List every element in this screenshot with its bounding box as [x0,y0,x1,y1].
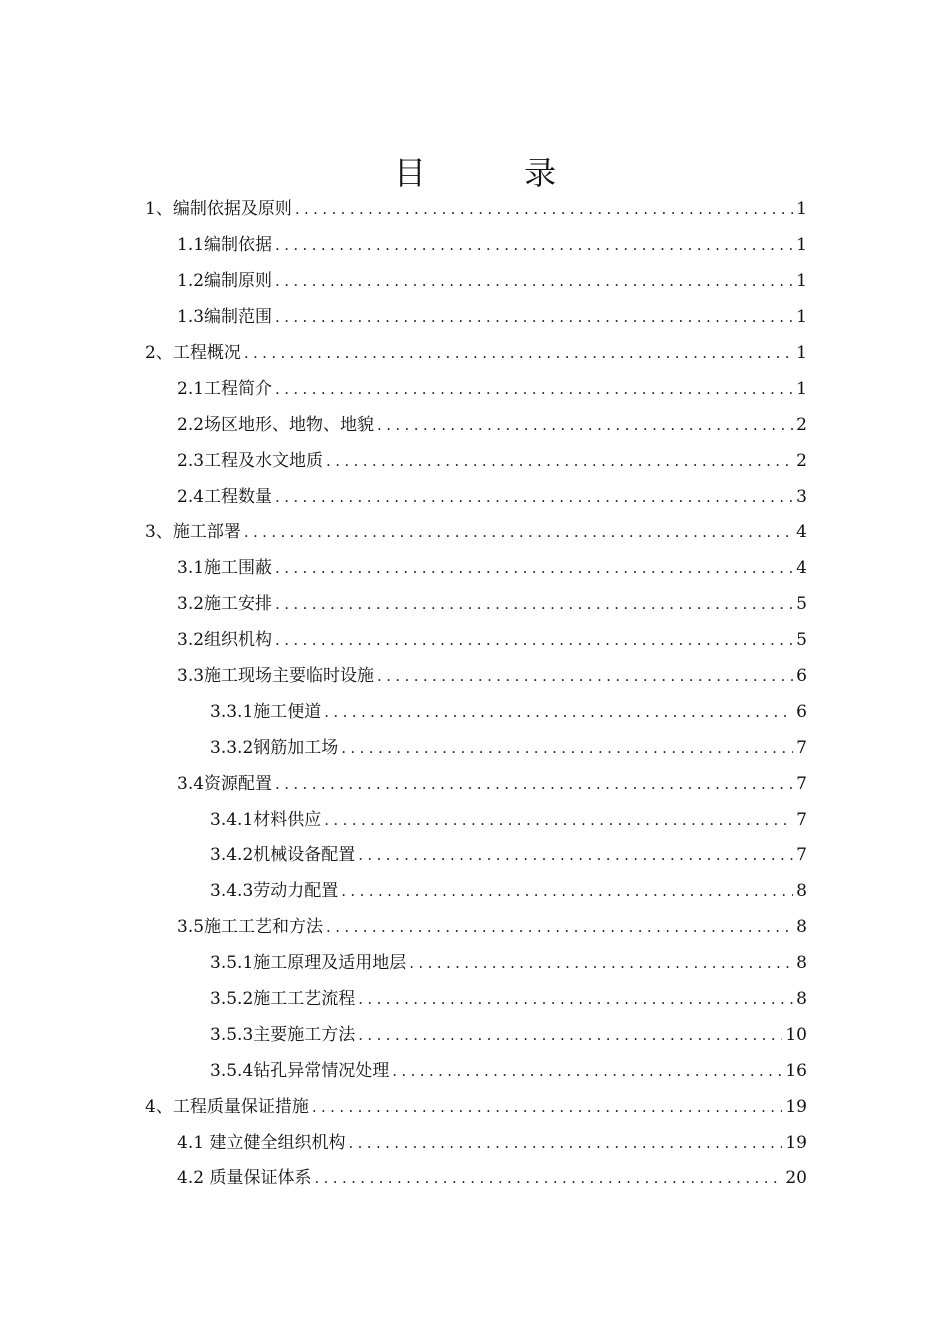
toc-link[interactable] [210,805,950,830]
toc-entry [0,368,950,404]
toc-entry [0,225,950,261]
toc-page-number: 1 [796,343,807,363]
toc-page-number: 6 [796,701,807,722]
toc-dot-leader [358,846,793,864]
toc-entry-title: 3.2组织机构 [177,630,273,651]
toc-dot-leader [244,523,793,541]
toc-dot-leader [275,488,793,506]
toc-entry-title: 1.2编制原则 [177,271,273,292]
toc-dot-leader [377,416,793,434]
toc-entry [0,763,950,799]
toc-entry-title: 3.3施工现场主要临时设施 [177,666,375,687]
toc-page-number: 4 [796,522,807,543]
toc-dot-leader [326,918,793,936]
toc-entry-title: 1、编制依据及原则 [145,199,292,220]
toc-entry-title: 3.3.1施工便道 [210,701,322,722]
toc-page-number: 7 [796,737,807,758]
toc-link[interactable] [177,266,950,291]
toc-dot-leader [244,344,793,362]
toc-dot-leader [324,703,793,721]
toc-page-number: 7 [796,773,807,794]
toc-entry [0,871,950,907]
toc-entry [0,943,950,979]
toc-entry [0,907,950,943]
toc-entry-title: 1.1编制依据 [177,235,273,256]
toc-page-number: 6 [796,666,807,687]
toc-page-number: 8 [796,881,807,902]
toc-entry-title: 3.5.1施工原理及适用地层 [210,953,407,974]
toc-dot-leader [295,200,793,218]
page-title: 目 录 [393,154,601,193]
toc-entry [0,476,950,512]
toc-link[interactable] [177,661,950,686]
toc-entry-title: 4.1 建立健全组织机构 [177,1132,346,1153]
toc-page-number: 2 [796,450,807,471]
toc-entry [0,1014,950,1050]
toc-entry-title: 2、工程概况 [145,343,241,363]
toc-page-number: 10 [785,1024,807,1045]
toc-entry-title: 2.3工程及水文地质 [177,450,324,471]
toc-link[interactable] [210,984,950,1009]
toc-page-number: 2 [796,414,807,435]
toc-entry [0,620,950,656]
toc-entry [0,835,950,871]
toc-page-number: 20 [785,1168,807,1189]
toc-entry-title: 3.4资源配置 [177,773,273,794]
toc-page-number: 19 [785,1096,807,1117]
toc-link[interactable] [210,876,950,901]
toc-dot-leader [324,811,793,829]
toc-dot-leader [275,380,793,398]
toc-entry [0,512,950,548]
toc-page-number: 3 [796,486,807,507]
toc-entry-title: 3.5.4钻孔异常情况处理 [210,1060,390,1081]
toc-link[interactable] [145,1092,950,1117]
toc-entry [0,727,950,763]
toc-dot-leader [358,1026,782,1044]
toc-entry-title: 2.1工程简介 [177,378,273,399]
toc-dot-leader [275,775,793,793]
toc-entry-title: 4、工程质量保证措施 [145,1096,309,1117]
toc-entry [0,333,950,369]
toc-link[interactable] [210,733,950,758]
toc-link[interactable] [177,482,950,507]
toc-link[interactable] [210,1020,950,1045]
toc-entry-title: 4.2 质量保证体系 [177,1168,312,1189]
toc-page-number: 1 [796,235,807,256]
toc-dot-leader [326,452,793,470]
toc-entry [0,1086,950,1122]
toc-link[interactable] [177,374,950,399]
toc-page-number: 1 [796,378,807,399]
toc-page-number: 16 [785,1060,807,1081]
toc-dot-leader [348,1134,782,1152]
toc-dot-leader [341,882,793,900]
toc-dot-leader [275,559,793,577]
toc-page-number: 5 [796,594,807,615]
toc-dot-leader [358,990,793,1008]
toc-link[interactable] [177,302,950,327]
toc-dot-leader [409,954,793,972]
toc-link[interactable] [177,1128,950,1153]
toc-entry-title: 3.4.3劳动力配置 [210,881,339,902]
toc-page-number: 1 [796,199,807,220]
toc-link[interactable] [177,1163,950,1188]
toc-link[interactable] [177,589,950,614]
toc-dot-leader [314,1169,782,1187]
toc-dot-leader [275,272,793,290]
toc-link[interactable] [177,230,950,255]
toc-link[interactable] [210,948,950,973]
toc-entry [0,548,950,584]
toc-entry [0,404,950,440]
toc-entry [0,799,950,835]
toc-entry-title: 3.5.2施工工艺流程 [210,989,356,1010]
toc-entry-title: 3.2施工安排 [177,594,273,615]
toc-entry-title: 1.3编制范围 [177,307,273,328]
toc-link[interactable] [177,769,950,794]
toc-entry-title: 3.1施工围蔽 [177,558,273,579]
toc-page-number: 19 [785,1132,807,1153]
toc-link[interactable] [177,553,950,578]
toc-link[interactable] [210,697,950,722]
toc-link[interactable] [210,840,950,865]
toc-entry [0,189,950,225]
toc-link[interactable] [145,338,950,363]
toc-entry-title: 3.5施工工艺和方法 [177,917,324,938]
toc-page-number: 5 [796,630,807,651]
toc-entry-title: 3.5.3主要施工方法 [210,1024,356,1045]
toc-page-number: 7 [796,809,807,830]
toc-dot-leader [341,739,793,757]
toc-dot-leader [377,667,793,685]
toc-link[interactable] [177,410,950,435]
toc-page-number: 7 [796,845,807,866]
toc-entry [0,440,950,476]
toc-page-number: 4 [796,558,807,579]
toc-entry [0,979,950,1015]
toc-entry [0,1158,950,1194]
toc-dot-leader [312,1098,783,1116]
toc-link[interactable] [145,194,950,219]
toc-entry-title: 2.4工程数量 [177,486,273,507]
toc-entry [0,691,950,727]
toc-dot-leader [275,236,793,254]
toc-link[interactable] [177,625,950,650]
toc-dot-leader [392,1062,782,1080]
toc-entry-title: 3.4.1材料供应 [210,809,322,830]
toc-page-number: 8 [796,917,807,938]
toc-link[interactable] [145,517,950,542]
toc-entry-title: 3.4.2机械设备配置 [210,845,356,866]
toc-page-number: 8 [796,989,807,1010]
toc-entry [0,261,950,297]
toc-entry-title: 3、施工部署 [145,522,241,543]
toc-link[interactable] [177,446,950,471]
toc-dot-leader [275,595,793,613]
toc-entry [0,1050,950,1086]
toc-entry [0,656,950,692]
toc-entry-title: 3.3.2钢筋加工场 [210,737,339,758]
toc-entry-title: 2.2场区地形、地物、地貌 [177,414,375,435]
toc-entry [0,584,950,620]
toc-page-number: 1 [796,307,807,328]
table-of-contents [0,189,950,1194]
toc-link[interactable] [210,1056,950,1081]
toc-entry [0,297,950,333]
toc-page-number: 1 [796,271,807,292]
toc-dot-leader [275,631,793,649]
toc-link[interactable] [177,912,950,937]
toc-dot-leader [275,308,793,326]
toc-page-number: 8 [796,953,807,974]
toc-entry [0,1122,950,1158]
